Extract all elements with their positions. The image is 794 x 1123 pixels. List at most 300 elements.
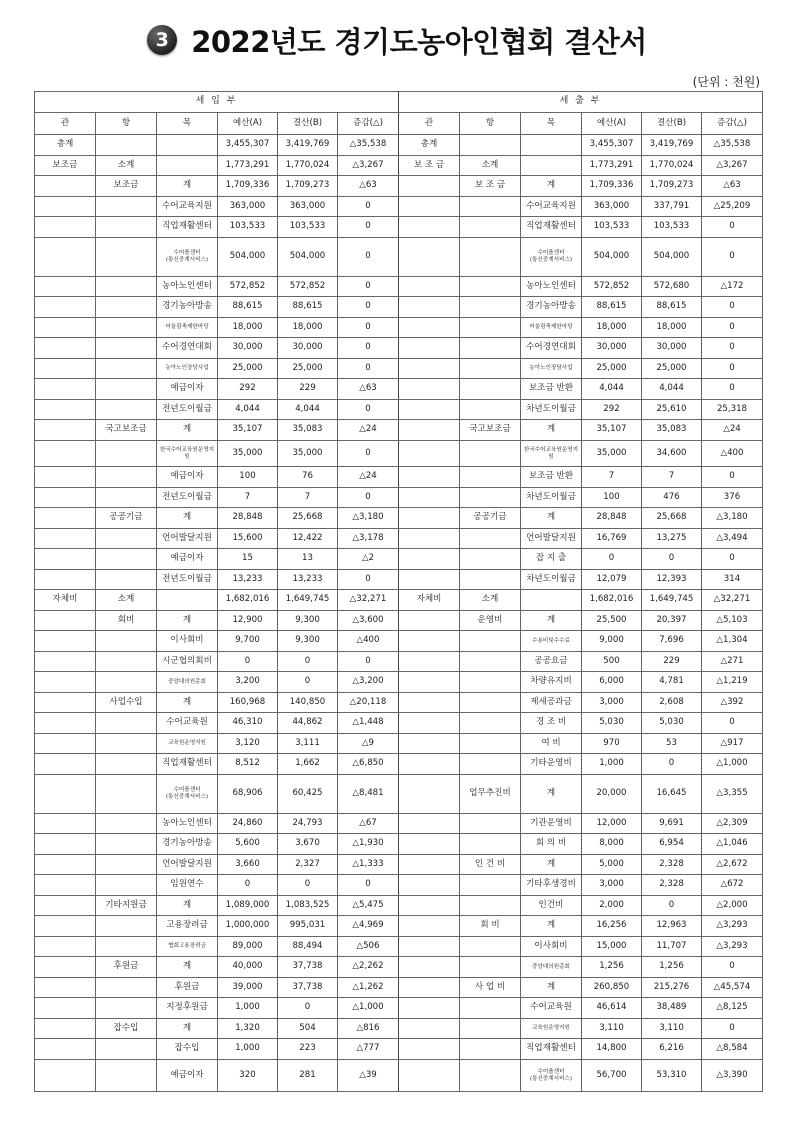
- table-cell: 35,107: [582, 420, 642, 441]
- column-header: 예산(A): [218, 113, 278, 135]
- table-cell: △2,262: [338, 957, 399, 978]
- table-cell: [35, 998, 96, 1019]
- table-cell: 0: [218, 652, 278, 672]
- table-cell: 보조금: [96, 176, 157, 197]
- column-header: 관: [35, 113, 96, 135]
- table-cell: 46,614: [582, 998, 642, 1019]
- column-header: 관: [399, 113, 460, 135]
- table-cell: 1,083,525: [278, 896, 338, 916]
- table-cell: 5,000: [582, 855, 642, 875]
- table-cell: [96, 467, 157, 488]
- table-cell: 계: [521, 420, 582, 441]
- table-cell: 0: [702, 297, 763, 318]
- table-cell: 수어경연대회: [157, 338, 218, 359]
- table-row: [35, 197, 763, 217]
- table-cell: [157, 156, 218, 176]
- table-cell: [35, 775, 96, 814]
- table-cell: 0: [338, 217, 399, 238]
- table-cell: 1,000: [218, 1039, 278, 1060]
- table-cell: [399, 834, 460, 855]
- table-cell: 0: [338, 318, 399, 338]
- table-cell: [96, 488, 157, 508]
- table-cell: △63: [338, 379, 399, 400]
- table-cell: 320: [218, 1060, 278, 1092]
- table-cell: [96, 814, 157, 834]
- table-cell: 수어교육지원: [157, 197, 218, 217]
- column-header: 목: [157, 113, 218, 135]
- table-cell: 35,000: [278, 441, 338, 467]
- table-cell: 이사회비: [157, 631, 218, 652]
- table-cell: [399, 855, 460, 875]
- table-cell: △3,180: [702, 508, 763, 529]
- table-cell: 40,000: [218, 957, 278, 978]
- table-cell: 0: [278, 875, 338, 896]
- table-row: [35, 672, 763, 693]
- table-cell: 직업재활센터: [521, 217, 582, 238]
- document-header: [0, 18, 794, 62]
- table-cell: [35, 814, 96, 834]
- table-cell: 수어플센터 (통신중계서비스): [157, 238, 218, 277]
- table-cell: 경기농아방송: [157, 297, 218, 318]
- table-cell: 수어교육원: [157, 713, 218, 734]
- table-cell: 4,044: [218, 400, 278, 420]
- table-row: [35, 238, 763, 277]
- table-cell: 103,533: [278, 217, 338, 238]
- table-row: [35, 318, 763, 338]
- table-cell: [399, 297, 460, 318]
- table-cell: 4,781: [642, 672, 702, 693]
- table-cell: 13: [278, 549, 338, 570]
- column-header: 예산(A): [582, 113, 642, 135]
- table-cell: [460, 441, 521, 467]
- table-cell: 잡수입: [96, 1019, 157, 1039]
- table-cell: 15: [218, 549, 278, 570]
- table-cell: [96, 834, 157, 855]
- table-cell: △3,390: [702, 1060, 763, 1092]
- table-cell: 2,327: [278, 855, 338, 875]
- table-cell: [35, 672, 96, 693]
- table-cell: 0: [338, 875, 399, 896]
- table-cell: [460, 1019, 521, 1039]
- table-cell: 363,000: [582, 197, 642, 217]
- table-cell: [460, 1060, 521, 1092]
- table-cell: [35, 238, 96, 277]
- table-cell: 경 조 비: [521, 713, 582, 734]
- table-cell: △3,293: [702, 937, 763, 957]
- table-row: [35, 855, 763, 875]
- table-cell: 교육원운영지원: [521, 1019, 582, 1039]
- table-cell: 시군협의회비: [157, 652, 218, 672]
- table-cell: 고용장려금: [157, 916, 218, 937]
- table-cell: △20,118: [338, 693, 399, 713]
- table-cell: 0: [702, 957, 763, 978]
- table-cell: 229: [642, 652, 702, 672]
- table-cell: [460, 135, 521, 156]
- table-cell: [399, 238, 460, 277]
- table-cell: [35, 318, 96, 338]
- table-cell: 12,963: [642, 916, 702, 937]
- table-row: [35, 875, 763, 896]
- table-cell: 2,000: [582, 896, 642, 916]
- table-row: [35, 590, 763, 611]
- table-cell: [460, 652, 521, 672]
- table-cell: [460, 1039, 521, 1060]
- table-cell: 9,700: [218, 631, 278, 652]
- table-cell: 229: [278, 379, 338, 400]
- table-cell: 계: [521, 916, 582, 937]
- table-cell: 995,031: [278, 916, 338, 937]
- table-cell: △35,538: [702, 135, 763, 156]
- table-row: [35, 896, 763, 916]
- table-cell: △67: [338, 814, 399, 834]
- table-cell: 중앙대의원총회: [157, 672, 218, 693]
- column-header: 결산(B): [278, 113, 338, 135]
- table-cell: [96, 713, 157, 734]
- table-cell: △400: [338, 631, 399, 652]
- table-cell: 0: [338, 277, 399, 297]
- table-cell: 4,044: [582, 379, 642, 400]
- table-cell: [96, 400, 157, 420]
- table-cell: 0: [338, 488, 399, 508]
- table-cell: 언어발달지원: [521, 529, 582, 549]
- table-cell: [399, 937, 460, 957]
- table-cell: [96, 734, 157, 754]
- table-cell: [35, 488, 96, 508]
- table-cell: [460, 998, 521, 1019]
- table-cell: 16,256: [582, 916, 642, 937]
- table-cell: △3,200: [338, 672, 399, 693]
- table-cell: 어울림축제한마당: [157, 318, 218, 338]
- table-cell: [96, 238, 157, 277]
- table-cell: 7: [582, 467, 642, 488]
- table-cell: △32,271: [338, 590, 399, 611]
- table-cell: [399, 957, 460, 978]
- table-cell: [399, 488, 460, 508]
- table-cell: 4,044: [278, 400, 338, 420]
- table-cell: 차년도이월금: [521, 488, 582, 508]
- table-cell: 16,645: [642, 775, 702, 814]
- table-cell: 0: [278, 998, 338, 1019]
- table-cell: 15,000: [582, 937, 642, 957]
- table-cell: △8,125: [702, 998, 763, 1019]
- table-cell: 7: [278, 488, 338, 508]
- table-cell: △3,293: [702, 916, 763, 937]
- table-cell: [399, 176, 460, 197]
- table-cell: 20,000: [582, 775, 642, 814]
- table-cell: 협회고용장려금: [157, 937, 218, 957]
- table-cell: 1,773,291: [218, 156, 278, 176]
- table-cell: 11,707: [642, 937, 702, 957]
- table-cell: [35, 652, 96, 672]
- table-cell: [35, 875, 96, 896]
- table-cell: △3,494: [702, 529, 763, 549]
- table-cell: [460, 957, 521, 978]
- table-cell: [35, 570, 96, 590]
- table-cell: [399, 998, 460, 1019]
- table-cell: 수어경연대회: [521, 338, 582, 359]
- table-cell: 18,000: [582, 318, 642, 338]
- table-cell: 6,216: [642, 1039, 702, 1060]
- table-cell: [399, 672, 460, 693]
- table-cell: [460, 734, 521, 754]
- table-cell: 1,709,273: [642, 176, 702, 197]
- table-cell: 보조금 반환: [521, 379, 582, 400]
- table-cell: [96, 775, 157, 814]
- table-cell: [460, 672, 521, 693]
- table-cell: 0: [702, 238, 763, 277]
- table-cell: △816: [338, 1019, 399, 1039]
- table-cell: 이사회비: [521, 937, 582, 957]
- table-row: [35, 734, 763, 754]
- table-cell: 1,256: [582, 957, 642, 978]
- table-cell: 88,615: [582, 297, 642, 318]
- table-cell: △4,969: [338, 916, 399, 937]
- table-cell: 보 조 금: [460, 176, 521, 197]
- table-cell: [460, 297, 521, 318]
- table-cell: 34,600: [642, 441, 702, 467]
- table-cell: 수어플센터 (통신중계서비스): [157, 775, 218, 814]
- table-cell: [35, 297, 96, 318]
- table-cell: [96, 1039, 157, 1060]
- table-cell: 공공기금: [96, 508, 157, 529]
- table-cell: [399, 693, 460, 713]
- table-cell: 경기농아방송: [157, 834, 218, 855]
- table-cell: [35, 441, 96, 467]
- table-row: [35, 834, 763, 855]
- table-cell: 수어교육원: [521, 998, 582, 1019]
- table-cell: 계: [157, 957, 218, 978]
- table-cell: 46,310: [218, 713, 278, 734]
- table-cell: 소계: [460, 590, 521, 611]
- table-cell: 기타운영비: [521, 754, 582, 775]
- table-row: [35, 467, 763, 488]
- column-header: 항: [96, 113, 157, 135]
- table-cell: [96, 570, 157, 590]
- table-cell: 계: [521, 855, 582, 875]
- table-cell: 총계: [35, 135, 96, 156]
- table-cell: 292: [582, 400, 642, 420]
- table-cell: 3,455,307: [218, 135, 278, 156]
- table-cell: [399, 549, 460, 570]
- table-cell: 28,848: [582, 508, 642, 529]
- table-cell: 13,275: [642, 529, 702, 549]
- table-row: [35, 978, 763, 998]
- table-cell: 260,850: [582, 978, 642, 998]
- table-cell: 16,769: [582, 529, 642, 549]
- table-cell: △271: [702, 652, 763, 672]
- table-row: [35, 713, 763, 734]
- table-row: [35, 1039, 763, 1060]
- table-cell: [399, 420, 460, 441]
- table-cell: [96, 855, 157, 875]
- table-cell: [399, 814, 460, 834]
- table-cell: 0: [338, 652, 399, 672]
- table-cell: 한국수어교육원운영지원: [521, 441, 582, 467]
- table-row: [35, 156, 763, 176]
- table-cell: △24: [338, 420, 399, 441]
- table-cell: △35,538: [338, 135, 399, 156]
- table-cell: 0: [338, 297, 399, 318]
- table-cell: [521, 590, 582, 611]
- table-cell: 223: [278, 1039, 338, 1060]
- table-cell: 3,000: [582, 693, 642, 713]
- table-cell: 0: [338, 338, 399, 359]
- table-cell: 업무추진비: [460, 775, 521, 814]
- table-cell: [96, 441, 157, 467]
- table-cell: 476: [642, 488, 702, 508]
- table-cell: 572,680: [642, 277, 702, 297]
- table-cell: 504: [278, 1019, 338, 1039]
- table-cell: 1,709,336: [218, 176, 278, 197]
- table-cell: 100: [582, 488, 642, 508]
- table-cell: [399, 916, 460, 937]
- table-cell: 수용비및수수료: [521, 631, 582, 652]
- table-cell: [460, 937, 521, 957]
- table-cell: [96, 359, 157, 379]
- column-header: 항: [460, 113, 521, 135]
- table-cell: 0: [642, 754, 702, 775]
- table-cell: 103,533: [218, 217, 278, 238]
- table-cell: 0: [338, 238, 399, 277]
- table-cell: 전년도이월금: [157, 488, 218, 508]
- table-cell: 3,000: [582, 875, 642, 896]
- table-cell: [35, 855, 96, 875]
- table-cell: 14,800: [582, 1039, 642, 1060]
- table-cell: 언어발달지원: [157, 855, 218, 875]
- table-cell: 39,000: [218, 978, 278, 998]
- table-cell: [96, 672, 157, 693]
- table-cell: 보 조 금: [399, 156, 460, 176]
- table-cell: 12,079: [582, 570, 642, 590]
- table-cell: [96, 217, 157, 238]
- table-cell: [35, 978, 96, 998]
- table-cell: 농아노인장담사업: [521, 359, 582, 379]
- table-cell: △25,209: [702, 197, 763, 217]
- table-cell: [399, 217, 460, 238]
- table-cell: [399, 359, 460, 379]
- table-cell: 314: [702, 570, 763, 590]
- table-cell: 88,615: [642, 297, 702, 318]
- table-cell: [399, 611, 460, 631]
- table-cell: 9,691: [642, 814, 702, 834]
- table-cell: 직업재활센터: [521, 1039, 582, 1060]
- table-cell: 3,670: [278, 834, 338, 855]
- table-row: [35, 916, 763, 937]
- table-cell: 103,533: [582, 217, 642, 238]
- table-row: [35, 652, 763, 672]
- table-cell: 30,000: [642, 338, 702, 359]
- table-cell: 직업재활센터: [157, 217, 218, 238]
- table-cell: 6,954: [642, 834, 702, 855]
- table-cell: 363,000: [218, 197, 278, 217]
- table-cell: 계: [521, 775, 582, 814]
- table-row: [35, 297, 763, 318]
- table-cell: 3,111: [278, 734, 338, 754]
- table-cell: [399, 379, 460, 400]
- table-cell: [460, 549, 521, 570]
- table-cell: △3,600: [338, 611, 399, 631]
- table-cell: △5,103: [702, 611, 763, 631]
- table-cell: 20,397: [642, 611, 702, 631]
- table-row: [35, 508, 763, 529]
- table-cell: △9: [338, 734, 399, 754]
- table-cell: [399, 1039, 460, 1060]
- table-cell: 363,000: [278, 197, 338, 217]
- table-cell: 1,000: [582, 754, 642, 775]
- table-row: [35, 379, 763, 400]
- table-row: [35, 957, 763, 978]
- table-cell: [96, 754, 157, 775]
- table-cell: 9,000: [582, 631, 642, 652]
- table-cell: 후원금: [157, 978, 218, 998]
- table-cell: 88,494: [278, 937, 338, 957]
- table-cell: 35,000: [218, 441, 278, 467]
- table-cell: △2,000: [702, 896, 763, 916]
- table-cell: [460, 631, 521, 652]
- table-cell: 보조금 반환: [521, 467, 582, 488]
- table-cell: [35, 338, 96, 359]
- table-cell: 572,852: [582, 277, 642, 297]
- table-cell: 53,310: [642, 1060, 702, 1092]
- table-cell: 예금이자: [157, 467, 218, 488]
- table-cell: 5,030: [582, 713, 642, 734]
- table-cell: [35, 937, 96, 957]
- section-number-badge: 3: [147, 25, 177, 55]
- table-cell: [521, 135, 582, 156]
- table-cell: [460, 238, 521, 277]
- table-cell: 농아노인센터: [157, 277, 218, 297]
- table-cell: [96, 379, 157, 400]
- table-cell: [35, 1019, 96, 1039]
- table-cell: 1,770,024: [642, 156, 702, 176]
- table-cell: 계: [521, 611, 582, 631]
- table-row: [35, 420, 763, 441]
- table-cell: [460, 488, 521, 508]
- table-cell: △506: [338, 937, 399, 957]
- table-cell: 중앙대의원총회: [521, 957, 582, 978]
- table-cell: △39: [338, 1060, 399, 1092]
- table-cell: 60,425: [278, 775, 338, 814]
- table-cell: 9,300: [278, 631, 338, 652]
- table-cell: [35, 713, 96, 734]
- table-cell: 공공요금: [521, 652, 582, 672]
- table-cell: 0: [702, 379, 763, 400]
- table-cell: [35, 1060, 96, 1092]
- table-row: [35, 1060, 763, 1092]
- table-cell: △2,309: [702, 814, 763, 834]
- table-cell: [460, 875, 521, 896]
- table-cell: 소계: [460, 156, 521, 176]
- table-cell: 수어플센터 (통신중계서비스): [521, 1060, 582, 1092]
- table-cell: 1,649,745: [642, 590, 702, 611]
- table-cell: [35, 916, 96, 937]
- table-cell: [399, 400, 460, 420]
- table-cell: [399, 896, 460, 916]
- table-cell: △2: [338, 549, 399, 570]
- table-cell: [460, 754, 521, 775]
- table-cell: △6,850: [338, 754, 399, 775]
- table-cell: 0: [642, 549, 702, 570]
- table-cell: 계: [157, 611, 218, 631]
- table-cell: [399, 652, 460, 672]
- table-cell: [399, 1060, 460, 1092]
- table-cell: [35, 467, 96, 488]
- table-cell: 0: [218, 875, 278, 896]
- column-header: 목: [521, 113, 582, 135]
- table-cell: [96, 197, 157, 217]
- column-header-row: [35, 113, 763, 135]
- table-row: [35, 338, 763, 359]
